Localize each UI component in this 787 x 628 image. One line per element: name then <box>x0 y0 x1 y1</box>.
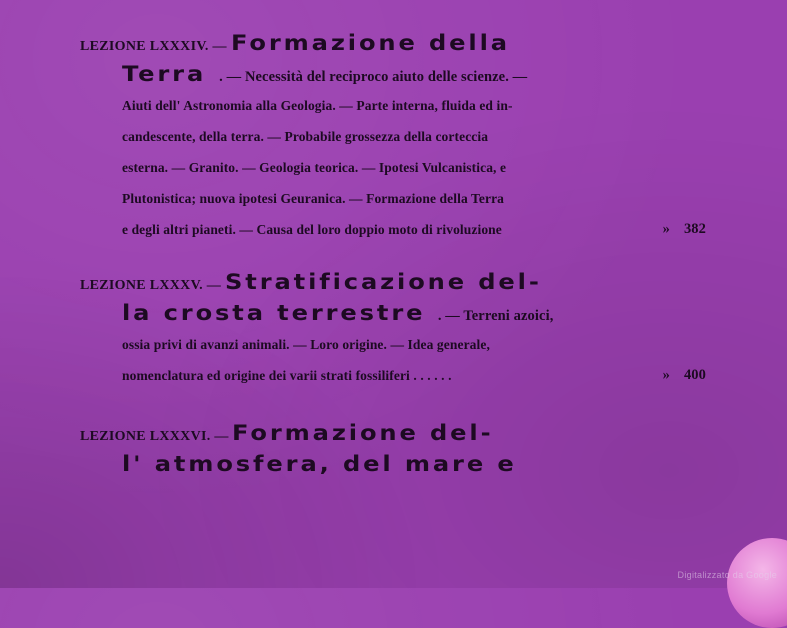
entry-text-line: Plutonistica; nuova ipotesi Geuranica. — Formazione della Terra <box>122 191 505 206</box>
entry-title-line <box>80 267 710 298</box>
entry-last-line <box>80 214 710 245</box>
page-number: 382 <box>683 221 706 237</box>
page-reference <box>663 360 706 391</box>
entry-last-line <box>80 360 710 391</box>
index-entry-lxxxv <box>80 267 710 391</box>
lezione-label: LEZIONE LXXXIV. — <box>80 39 227 54</box>
entry-heading-continuation <box>80 449 710 480</box>
lezione-label: LEZIONE LXXXVI. — <box>80 429 229 444</box>
digitization-watermark: Digitalizzato da Google <box>677 570 777 580</box>
index-entry-lxxxvi <box>80 418 710 480</box>
page-reference <box>663 214 706 245</box>
entry-heading-continuation <box>80 59 710 90</box>
lezione-label: LEZIONE LXXXV. — <box>80 278 222 293</box>
entry-text-line: . — Terreni azoici, <box>437 308 554 324</box>
thumb-photo-artifact <box>727 538 787 628</box>
entry-heading: Formazione del- <box>232 421 494 445</box>
index-entry-lxxxiv <box>80 28 710 245</box>
entry-heading-part: la crosta terrestre <box>122 301 426 325</box>
entry-text-line: nomenclatura ed origine dei varii strati fossiliferi . . . . . . <box>122 368 452 383</box>
entry-text-line: e degli altri pianeti. — Causa del loro doppio moto di rivoluzione <box>122 222 502 237</box>
entry-text-line: ossia privi di avanzi animali. — Loro origine. — Idea generale, <box>122 337 490 352</box>
entry-text-line: . — Necessità del reciproco aiuto delle scienze. — <box>219 69 528 85</box>
entry-heading-continuation <box>80 298 710 329</box>
entry-text-line: candescente, della terra. — Probabile grossezza della corteccia <box>122 129 489 144</box>
entry-text-line: esterna. — Granito. — Geologia teorica. — Ipotesi Vulcanistica, e <box>122 160 507 175</box>
page-ref-mark: » <box>662 221 670 237</box>
entry-heading: Stratificazione del- <box>224 270 542 294</box>
entry-heading-part: Terra <box>122 62 207 86</box>
entry-title-line <box>80 418 710 449</box>
page-ref-mark: » <box>662 367 670 383</box>
entry-title-line <box>80 28 710 59</box>
entry-heading: Formazione della <box>230 31 510 55</box>
page-number: 400 <box>683 367 706 383</box>
entry-text-line: Aiuti dell' Astronomia alla Geologia. — Parte interna, fluida ed in- <box>122 98 513 113</box>
entry-heading-part: l' atmosfera, del mare e <box>122 452 517 476</box>
